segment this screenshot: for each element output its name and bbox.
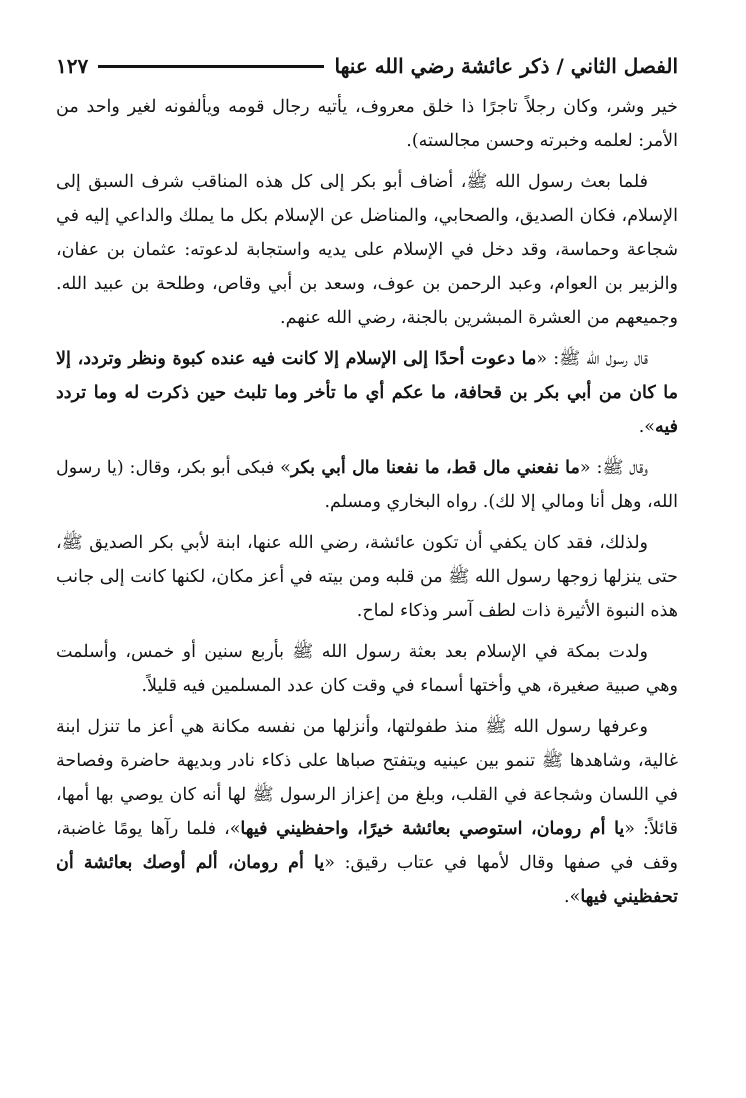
paragraph xyxy=(56,526,678,628)
text-run: قال رسول الله ﷺ: « xyxy=(536,349,648,369)
body-text xyxy=(56,90,678,914)
text-run: وقال ﷺ: « xyxy=(579,458,648,478)
hadith-quote: ما نفعني مال قط، ما نفعنا مال أبي بكر xyxy=(290,458,580,478)
chapter-title: الفصل الثاني / ذكر عائشة رضي الله عنها xyxy=(334,54,678,78)
paragraph xyxy=(56,90,678,158)
text-run: ولدت بمكة في الإسلام بعد بعثة رسول الله ﷺ بأربع سنين أو خمس، وأسلمت وهي صبية صغيرة، هي وأختها أسماء في وقت كان عدد المسلمين فيه قليلاً. xyxy=(56,642,678,696)
text-run: فلما بعث رسول الله ﷺ، أضاف أبو بكر إلى كل هذه المناقب شرف السبق إلى الإسلام، فكان الصديق، والصحابي، والمناضل عن الإسلام بكل ما يملك والداعي إليه في شجاعة وحماسة، وقد دخل في الإسلام على يديه واستجابة لدعوته: عثمان بن عفان، والزبير بن العوام، وعبد الرحمن بن عوف، وسعد بن أبي وقاص، وطلحة بن عبيد الله. وجميعهم من العشرة المبشرين بالجنة، رضي الله عنهم. xyxy=(56,172,678,328)
page-number: ١٢٧ xyxy=(56,54,89,78)
text-run: ». xyxy=(638,417,655,437)
book-page xyxy=(56,46,678,921)
paragraph xyxy=(56,342,678,444)
text-run: » فبكى أبو بكر، وقال: (يا رسول الله، وهل أنا ومالي إلا لك). رواه البخاري ومسلم. xyxy=(56,458,678,512)
text-run: ولذلك، فقد كان يكفي أن تكون عائشة، رضي الله عنها، ابنة لأبي بكر الصديق ﷺ، حتى ينزلها زوجها رسول الله ﷺ من قلبه ومن بيته في أعز مكان، لكنها كانت إلى جانب هذه النبوة الأثيرة ذات لطف آسر وذكاء لماح. xyxy=(56,533,678,621)
hadith-quote: يا أم رومان، استوصي بعائشة خيرًا، واحفظيني فيها xyxy=(240,819,625,839)
text-run: وعرفها رسول الله ﷺ منذ طفولتها، وأنزلها من نفسه مكانة هي أعز ما تنزل ابنة غالية، وشاهدها ﷺ تنمو بين عينيه ويتفتح صباها على ذكاء نادر وبديهة حاضرة وفصاحة في اللسان وشجاعة في القلب، وبلغ من إعزاز الرسول ﷺ لها أنه كان يوصي بها أمها، قائلاً: « xyxy=(56,717,678,839)
hadith-quote: ما دعوت أحدًا إلى الإسلام إلا كانت فيه عنده كبوة ونظر وتردد، إلا ما كان من أبي بكر بن قحافة، ما عكم أي ما تأخر وما تلبث حين ذكرت له وما تردد فيه xyxy=(56,349,678,437)
text-run: خير وشر، وكان رجلاً تاجرًا ذا خلق معروف، يأتيه رجال قومه ويألفونه لغير واحد من الأمر: لعلمه وخبرته وحسن مجالسته). xyxy=(56,97,678,151)
paragraph xyxy=(56,635,678,703)
hadith-quote: يا أم رومان، ألم أوصك بعائشة أن تحفظيني فيها xyxy=(56,853,678,907)
text-run: »، فلما رآها يومًا غاضبة، وقف في صفها وقال لأمها في عتاب رقيق: « xyxy=(56,819,678,873)
paragraph xyxy=(56,710,678,914)
text-run: ». xyxy=(564,887,581,907)
running-header xyxy=(56,46,678,86)
header-rule xyxy=(98,65,324,68)
paragraph xyxy=(56,165,678,335)
paragraph xyxy=(56,451,678,519)
